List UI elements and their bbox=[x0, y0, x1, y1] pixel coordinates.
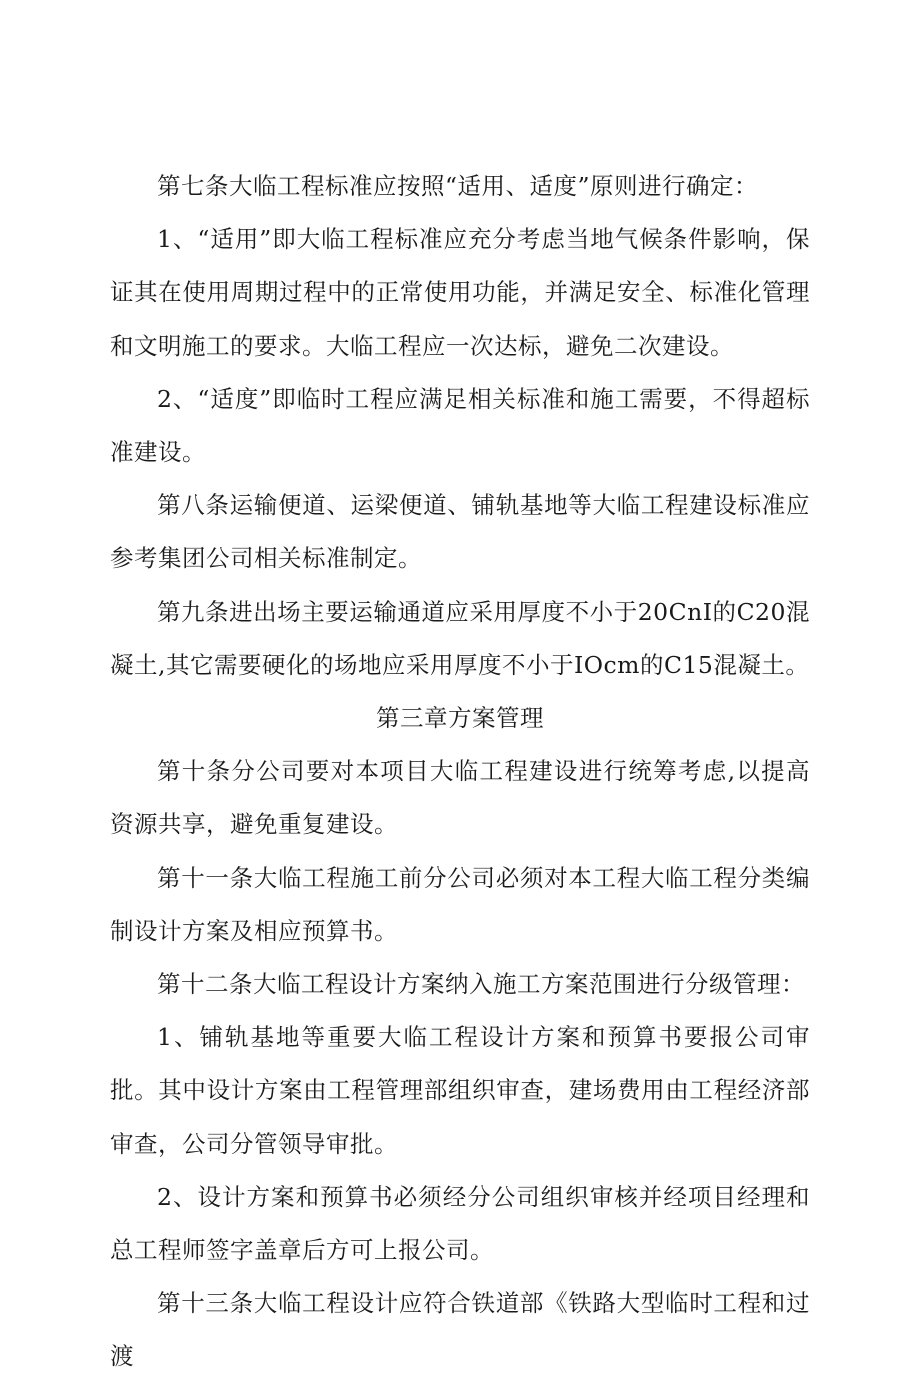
article-9-paragraph: 第九条进出场主要运输通道应采用厚度不小于20CnI的C20混凝土,其它需要硬化的场地应采用厚度不小于IOcm的C15混凝土。 bbox=[110, 597, 810, 679]
article-10-paragraph: 第十条分公司要对本项目大临工程建设进行统筹考虑,以提高资源共享，避免重复建设。 bbox=[110, 757, 810, 839]
document-body bbox=[110, 160, 810, 1384]
article-7-item-2-paragraph: 2、“适度”即临时工程应满足相关标准和施工需要，不得超标准建设。 bbox=[110, 384, 810, 467]
article-11-paragraph: 第十一条大临工程施工前分公司必须对本工程大临工程分类编制设计方案及相应预算书。 bbox=[110, 863, 810, 945]
article-7-item-1-paragraph: 1、“适用”即大临工程标准应充分考虑当地气候条件影响，保证其在使用周期过程中的正常使用功能，并满足安全、标准化管理和文明施工的要求。大临工程应一次达标，避免二次建设。 bbox=[110, 225, 810, 360]
article-8-paragraph: 第八条运输便道、运梁便道、铺轨基地等大临工程建设标准应参考集团公司相关标准制定。 bbox=[110, 491, 810, 573]
article-12-item-1-paragraph: 1、铺轨基地等重要大临工程设计方案和预算书要报公司审批。其中设计方案由工程管理部组织审查，建场费用由工程经济部审查，公司分管领导审批。 bbox=[110, 1023, 810, 1158]
article-12-item-2-paragraph: 2、设计方案和预算书必须经分公司组织审核并经项目经理和总工程师签字盖章后方可上报公司。 bbox=[110, 1182, 810, 1265]
article-7-paragraph: 第七条大临工程标准应按照“适用、适度”原则进行确定： bbox=[157, 172, 759, 200]
article-13-paragraph: 第十三条大临工程设计应符合铁道部《铁路大型临时工程和过渡 bbox=[110, 1289, 810, 1371]
chapter-heading: 第三章方案管理 bbox=[376, 704, 544, 733]
article-12-paragraph: 第十二条大临工程设计方案纳入施工方案范围进行分级管理： bbox=[157, 970, 805, 999]
